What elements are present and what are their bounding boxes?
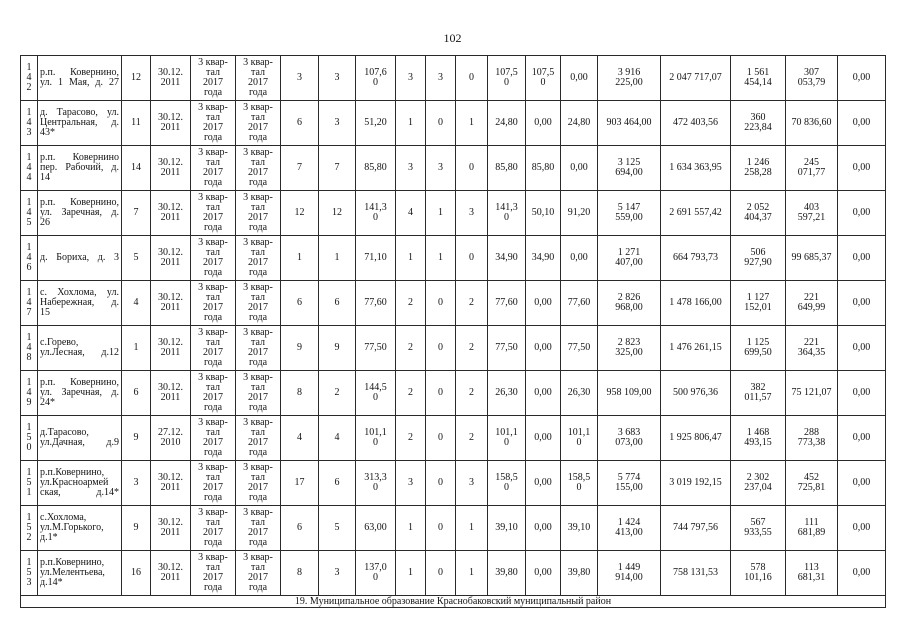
demolition-date-cell: 3 квар- тал 2017 года — [236, 551, 281, 596]
row-number: 145 — [26, 197, 32, 228]
residents-relocated-cell: 5 — [319, 506, 356, 551]
area-municipal-cell: 0,00 — [561, 236, 598, 281]
doc-number-cell: 4 — [122, 281, 151, 326]
doc-date-cell: 30.12. 2011 — [151, 506, 191, 551]
address-cell: д. Бориха, д. 3 — [38, 236, 122, 281]
resettlement-date-cell: 3 квар- тал 2017 года — [191, 281, 236, 326]
cost-total-cell: 1 271 407,00 — [598, 236, 661, 281]
premises-private-cell: 0 — [426, 326, 456, 371]
cost-regional-cell: 2 052 404,37 — [731, 191, 786, 236]
area-municipal-cell: 0,00 — [561, 146, 598, 191]
housing-resettlement-table — [20, 55, 886, 608]
premises-total-cell: 2 — [396, 281, 426, 326]
cost-fund-cell: 2 691 557,42 — [661, 191, 731, 236]
cost-fund-cell: 3 019 192,15 — [661, 461, 731, 506]
row-number: 143 — [26, 107, 32, 138]
premises-private-cell: 1 — [426, 191, 456, 236]
area-private-cell: 0,00 — [526, 326, 561, 371]
row-number-cell — [21, 56, 38, 101]
table-row — [21, 281, 886, 326]
resettlement-date-cell: 3 квар- тал 2017 года — [191, 101, 236, 146]
cost-fund-cell: 664 793,73 — [661, 236, 731, 281]
row-number: 153 — [26, 557, 32, 588]
cost-local-cell: 307 053,79 — [786, 56, 838, 101]
cost-other-cell: 0,00 — [838, 56, 886, 101]
building-area-cell: 141,3 0 — [356, 191, 396, 236]
building-area-cell: 107,6 0 — [356, 56, 396, 101]
cost-total-cell: 2 826 968,00 — [598, 281, 661, 326]
doc-number-cell: 6 — [122, 371, 151, 416]
address-cell: р.п. Ковернино, ул. Заречная, д. 26 — [38, 191, 122, 236]
cost-fund-cell: 472 403,56 — [661, 101, 731, 146]
doc-number-cell: 7 — [122, 191, 151, 236]
cost-local-cell: 99 685,37 — [786, 236, 838, 281]
area-total-cell: 77,60 — [488, 281, 526, 326]
premises-total-cell: 4 — [396, 191, 426, 236]
premises-private-cell: 3 — [426, 146, 456, 191]
premises-private-cell: 0 — [426, 101, 456, 146]
table-row — [21, 56, 886, 101]
residents-relocated-cell: 2 — [319, 371, 356, 416]
premises-total-cell: 2 — [396, 416, 426, 461]
area-municipal-cell: 91,20 — [561, 191, 598, 236]
cost-other-cell: 0,00 — [838, 461, 886, 506]
cost-total-cell: 3 916 225,00 — [598, 56, 661, 101]
doc-number-cell: 11 — [122, 101, 151, 146]
doc-date-cell: 27.12. 2010 — [151, 416, 191, 461]
cost-total-cell: 903 464,00 — [598, 101, 661, 146]
residents-total-cell: 7 — [281, 146, 319, 191]
premises-private-cell: 0 — [426, 506, 456, 551]
building-area-cell: 144,5 0 — [356, 371, 396, 416]
premises-municipal-cell: 2 — [456, 281, 488, 326]
row-number-cell — [21, 551, 38, 596]
cost-total-cell: 3 125 694,00 — [598, 146, 661, 191]
area-total-cell: 77,50 — [488, 326, 526, 371]
premises-private-cell: 3 — [426, 56, 456, 101]
premises-private-cell: 1 — [426, 236, 456, 281]
residents-relocated-cell: 1 — [319, 236, 356, 281]
row-number: 142 — [26, 62, 32, 93]
row-number-cell — [21, 146, 38, 191]
row-number-cell — [21, 326, 38, 371]
table-row — [21, 371, 886, 416]
cost-total-cell: 1 449 914,00 — [598, 551, 661, 596]
residents-total-cell: 1 — [281, 236, 319, 281]
residents-total-cell: 4 — [281, 416, 319, 461]
cost-regional-cell: 506 927,90 — [731, 236, 786, 281]
demolition-date-cell: 3 квар- тал 2017 года — [236, 101, 281, 146]
premises-municipal-cell: 0 — [456, 236, 488, 281]
row-number: 144 — [26, 152, 32, 183]
building-area-cell: 101,1 0 — [356, 416, 396, 461]
cost-local-cell: 221 364,35 — [786, 326, 838, 371]
premises-municipal-cell: 2 — [456, 326, 488, 371]
cost-regional-cell: 1 468 493,15 — [731, 416, 786, 461]
residents-relocated-cell: 4 — [319, 416, 356, 461]
residents-relocated-cell: 9 — [319, 326, 356, 371]
area-municipal-cell: 101,1 0 — [561, 416, 598, 461]
cost-other-cell: 0,00 — [838, 236, 886, 281]
premises-total-cell: 3 — [396, 461, 426, 506]
cost-local-cell: 403 597,21 — [786, 191, 838, 236]
resettlement-date-cell: 3 квар- тал 2017 года — [191, 236, 236, 281]
table-row — [21, 191, 886, 236]
area-private-cell: 0,00 — [526, 461, 561, 506]
doc-date-cell: 30.12. 2011 — [151, 191, 191, 236]
doc-number-cell: 9 — [122, 506, 151, 551]
demolition-date-cell: 3 квар- тал 2017 года — [236, 506, 281, 551]
area-total-cell: 107,5 0 — [488, 56, 526, 101]
premises-private-cell: 0 — [426, 281, 456, 326]
address-cell: р.п.Ковернино, ул.Красноармей ская, д.14* — [38, 461, 122, 506]
area-municipal-cell: 39,10 — [561, 506, 598, 551]
building-area-cell: 51,20 — [356, 101, 396, 146]
row-number-cell — [21, 506, 38, 551]
residents-relocated-cell: 3 — [319, 56, 356, 101]
resettlement-date-cell: 3 квар- тал 2017 года — [191, 191, 236, 236]
cost-fund-cell: 1 925 806,47 — [661, 416, 731, 461]
row-number-cell — [21, 236, 38, 281]
cost-other-cell: 0,00 — [838, 191, 886, 236]
cost-regional-cell: 360 223,84 — [731, 101, 786, 146]
premises-municipal-cell: 0 — [456, 56, 488, 101]
demolition-date-cell: 3 квар- тал 2017 года — [236, 191, 281, 236]
area-municipal-cell: 24,80 — [561, 101, 598, 146]
building-area-cell: 71,10 — [356, 236, 396, 281]
address-cell: с. Хохлома, ул. Набережная, д. 15 — [38, 281, 122, 326]
area-total-cell: 34,90 — [488, 236, 526, 281]
area-private-cell: 0,00 — [526, 371, 561, 416]
premises-municipal-cell: 1 — [456, 506, 488, 551]
residents-total-cell: 3 — [281, 56, 319, 101]
building-area-cell: 63,00 — [356, 506, 396, 551]
row-number: 151 — [26, 467, 32, 498]
area-private-cell: 85,80 — [526, 146, 561, 191]
row-number-cell — [21, 461, 38, 506]
doc-date-cell: 30.12. 2011 — [151, 461, 191, 506]
premises-total-cell: 1 — [396, 236, 426, 281]
cost-total-cell: 5 147 559,00 — [598, 191, 661, 236]
resettlement-date-cell: 3 квар- тал 2017 года — [191, 326, 236, 371]
cost-local-cell: 113 681,31 — [786, 551, 838, 596]
premises-municipal-cell: 0 — [456, 146, 488, 191]
cost-local-cell: 221 649,99 — [786, 281, 838, 326]
demolition-date-cell: 3 квар- тал 2017 года — [236, 146, 281, 191]
table-row — [21, 416, 886, 461]
premises-municipal-cell: 1 — [456, 101, 488, 146]
row-number-cell — [21, 281, 38, 326]
cost-other-cell: 0,00 — [838, 281, 886, 326]
doc-date-cell: 30.12. 2011 — [151, 281, 191, 326]
premises-total-cell: 2 — [396, 371, 426, 416]
residents-relocated-cell: 3 — [319, 101, 356, 146]
area-total-cell: 26,30 — [488, 371, 526, 416]
table-row — [21, 506, 886, 551]
address-cell: р.п. Ковернино, ул. Заречная, д. 24* — [38, 371, 122, 416]
area-total-cell: 85,80 — [488, 146, 526, 191]
building-area-cell: 137,0 0 — [356, 551, 396, 596]
table-row — [21, 236, 886, 281]
cost-local-cell: 75 121,07 — [786, 371, 838, 416]
resettlement-date-cell: 3 квар- тал 2017 года — [191, 461, 236, 506]
table-row — [21, 326, 886, 371]
area-municipal-cell: 26,30 — [561, 371, 598, 416]
doc-number-cell: 1 — [122, 326, 151, 371]
building-area-cell: 77,60 — [356, 281, 396, 326]
section-row — [21, 596, 886, 608]
area-private-cell: 50,10 — [526, 191, 561, 236]
premises-municipal-cell: 2 — [456, 416, 488, 461]
doc-number-cell: 9 — [122, 416, 151, 461]
premises-private-cell: 0 — [426, 551, 456, 596]
area-total-cell: 141,3 0 — [488, 191, 526, 236]
area-total-cell: 39,80 — [488, 551, 526, 596]
residents-total-cell: 9 — [281, 326, 319, 371]
cost-regional-cell: 1 127 152,01 — [731, 281, 786, 326]
row-number: 147 — [26, 287, 32, 318]
cost-local-cell: 70 836,60 — [786, 101, 838, 146]
section-heading: 19. Муниципальное образование Краснобаковский муниципальный район — [21, 596, 886, 608]
area-total-cell: 101,1 0 — [488, 416, 526, 461]
row-number-cell — [21, 371, 38, 416]
cost-total-cell: 5 774 155,00 — [598, 461, 661, 506]
doc-date-cell: 30.12. 2011 — [151, 56, 191, 101]
address-cell: д.Тарасово, ул.Дачная, д.9 — [38, 416, 122, 461]
residents-total-cell: 6 — [281, 506, 319, 551]
demolition-date-cell: 3 квар- тал 2017 года — [236, 326, 281, 371]
row-number: 150 — [26, 422, 32, 453]
cost-regional-cell: 578 101,16 — [731, 551, 786, 596]
doc-number-cell: 5 — [122, 236, 151, 281]
address-cell: р.п.Ковернино, ул.Мелентьева, д.14* — [38, 551, 122, 596]
row-number-cell — [21, 191, 38, 236]
area-private-cell: 0,00 — [526, 101, 561, 146]
demolition-date-cell: 3 квар- тал 2017 года — [236, 416, 281, 461]
cost-regional-cell: 1 561 454,14 — [731, 56, 786, 101]
resettlement-date-cell: 3 квар- тал 2017 года — [191, 551, 236, 596]
residents-relocated-cell: 12 — [319, 191, 356, 236]
area-private-cell: 0,00 — [526, 416, 561, 461]
residents-relocated-cell: 3 — [319, 551, 356, 596]
row-number: 149 — [26, 377, 32, 408]
cost-fund-cell: 758 131,53 — [661, 551, 731, 596]
cost-other-cell: 0,00 — [838, 506, 886, 551]
resettlement-date-cell: 3 квар- тал 2017 года — [191, 416, 236, 461]
doc-date-cell: 30.12. 2011 — [151, 101, 191, 146]
resettlement-date-cell: 3 квар- тал 2017 года — [191, 506, 236, 551]
doc-date-cell: 30.12. 2011 — [151, 551, 191, 596]
cost-other-cell: 0,00 — [838, 551, 886, 596]
residents-total-cell: 8 — [281, 371, 319, 416]
row-number-cell — [21, 416, 38, 461]
cost-regional-cell: 1 125 699,50 — [731, 326, 786, 371]
demolition-date-cell: 3 квар- тал 2017 года — [236, 236, 281, 281]
cost-local-cell: 288 773,38 — [786, 416, 838, 461]
cost-regional-cell: 567 933,55 — [731, 506, 786, 551]
area-total-cell: 39,10 — [488, 506, 526, 551]
area-total-cell: 24,80 — [488, 101, 526, 146]
demolition-date-cell: 3 квар- тал 2017 года — [236, 56, 281, 101]
page-number: 102 — [443, 31, 462, 45]
area-private-cell: 0,00 — [526, 281, 561, 326]
residents-relocated-cell: 6 — [319, 281, 356, 326]
row-number: 152 — [26, 512, 32, 543]
residents-total-cell: 8 — [281, 551, 319, 596]
area-private-cell: 0,00 — [526, 551, 561, 596]
residents-total-cell: 17 — [281, 461, 319, 506]
residents-relocated-cell: 7 — [319, 146, 356, 191]
premises-total-cell: 1 — [396, 551, 426, 596]
building-area-cell: 85,80 — [356, 146, 396, 191]
premises-municipal-cell: 3 — [456, 461, 488, 506]
demolition-date-cell: 3 квар- тал 2017 года — [236, 281, 281, 326]
table-row — [21, 551, 886, 596]
cost-fund-cell: 744 797,56 — [661, 506, 731, 551]
cost-fund-cell: 500 976,36 — [661, 371, 731, 416]
residents-relocated-cell: 6 — [319, 461, 356, 506]
area-private-cell: 0,00 — [526, 506, 561, 551]
premises-total-cell: 2 — [396, 326, 426, 371]
cost-regional-cell: 2 302 237,04 — [731, 461, 786, 506]
resettlement-date-cell: 3 квар- тал 2017 года — [191, 371, 236, 416]
cost-total-cell: 1 424 413,00 — [598, 506, 661, 551]
area-municipal-cell: 158,5 0 — [561, 461, 598, 506]
area-municipal-cell: 77,60 — [561, 281, 598, 326]
building-area-cell: 313,3 0 — [356, 461, 396, 506]
doc-date-cell: 30.12. 2011 — [151, 371, 191, 416]
residents-total-cell: 12 — [281, 191, 319, 236]
cost-local-cell: 111 681,89 — [786, 506, 838, 551]
address-cell: р.п. Ковернино, ул. 1 Мая, д. 27 — [38, 56, 122, 101]
demolition-date-cell: 3 квар- тал 2017 года — [236, 371, 281, 416]
area-total-cell: 158,5 0 — [488, 461, 526, 506]
resettlement-date-cell: 3 квар- тал 2017 года — [191, 146, 236, 191]
row-number-cell — [21, 101, 38, 146]
cost-other-cell: 0,00 — [838, 371, 886, 416]
area-municipal-cell: 39,80 — [561, 551, 598, 596]
address-cell: с.Горево, ул.Лесная, д.12 — [38, 326, 122, 371]
cost-local-cell: 245 071,77 — [786, 146, 838, 191]
cost-regional-cell: 1 246 258,28 — [731, 146, 786, 191]
cost-fund-cell: 1 634 363,95 — [661, 146, 731, 191]
cost-local-cell: 452 725,81 — [786, 461, 838, 506]
area-municipal-cell: 77,50 — [561, 326, 598, 371]
doc-date-cell: 30.12. 2011 — [151, 236, 191, 281]
address-cell: р.п. Ковернино пер. Рабочий, д. 14 — [38, 146, 122, 191]
premises-municipal-cell: 1 — [456, 551, 488, 596]
premises-private-cell: 0 — [426, 371, 456, 416]
residents-total-cell: 6 — [281, 101, 319, 146]
table-row — [21, 461, 886, 506]
premises-total-cell: 1 — [396, 506, 426, 551]
cost-fund-cell: 1 478 166,00 — [661, 281, 731, 326]
cost-other-cell: 0,00 — [838, 101, 886, 146]
doc-number-cell: 14 — [122, 146, 151, 191]
premises-total-cell: 3 — [396, 56, 426, 101]
cost-fund-cell: 1 476 261,15 — [661, 326, 731, 371]
doc-date-cell: 30.12. 2011 — [151, 146, 191, 191]
cost-other-cell: 0,00 — [838, 416, 886, 461]
area-private-cell: 34,90 — [526, 236, 561, 281]
area-private-cell: 107,5 0 — [526, 56, 561, 101]
cost-other-cell: 0,00 — [838, 146, 886, 191]
premises-total-cell: 3 — [396, 146, 426, 191]
cost-regional-cell: 382 011,57 — [731, 371, 786, 416]
table-row — [21, 101, 886, 146]
row-number: 146 — [26, 242, 32, 273]
premises-private-cell: 0 — [426, 416, 456, 461]
address-cell: д. Тарасово, ул. Центральная, д. 43* — [38, 101, 122, 146]
residents-total-cell: 6 — [281, 281, 319, 326]
doc-number-cell: 12 — [122, 56, 151, 101]
premises-municipal-cell: 2 — [456, 371, 488, 416]
cost-total-cell: 2 823 325,00 — [598, 326, 661, 371]
doc-number-cell: 16 — [122, 551, 151, 596]
area-municipal-cell: 0,00 — [561, 56, 598, 101]
premises-total-cell: 1 — [396, 101, 426, 146]
building-area-cell: 77,50 — [356, 326, 396, 371]
premises-municipal-cell: 3 — [456, 191, 488, 236]
cost-fund-cell: 2 047 717,07 — [661, 56, 731, 101]
cost-total-cell: 958 109,00 — [598, 371, 661, 416]
doc-date-cell: 30.12. 2011 — [151, 326, 191, 371]
cost-other-cell: 0,00 — [838, 326, 886, 371]
cost-total-cell: 3 683 073,00 — [598, 416, 661, 461]
demolition-date-cell: 3 квар- тал 2017 года — [236, 461, 281, 506]
row-number: 148 — [26, 332, 32, 363]
resettlement-date-cell: 3 квар- тал 2017 года — [191, 56, 236, 101]
table-row — [21, 146, 886, 191]
doc-number-cell: 3 — [122, 461, 151, 506]
address-cell: с.Хохлома, ул.М.Горького, д.1* — [38, 506, 122, 551]
premises-private-cell: 0 — [426, 461, 456, 506]
